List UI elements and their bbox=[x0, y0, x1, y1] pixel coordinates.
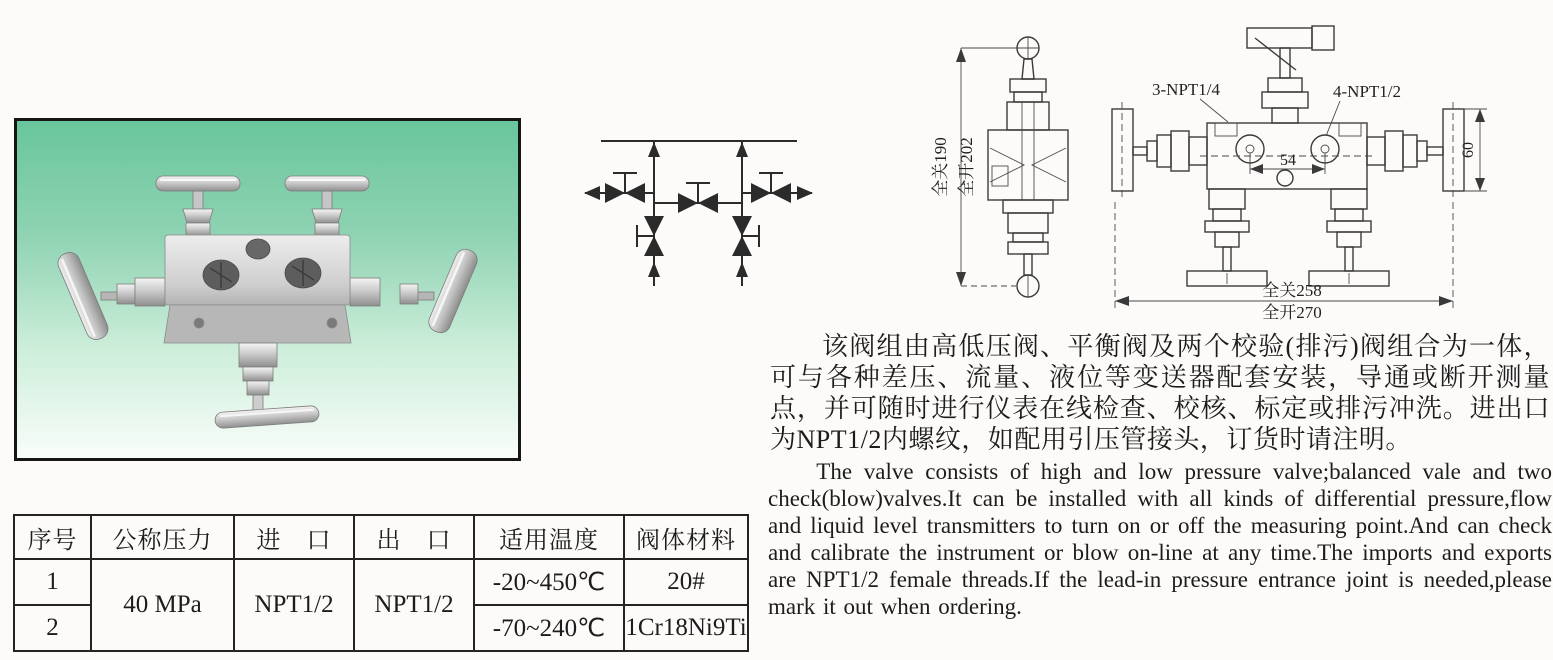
cell-outlet: NPT1/2 bbox=[354, 559, 474, 651]
dim-54: 54 bbox=[1280, 152, 1296, 169]
product-photo bbox=[14, 118, 521, 461]
front-bottom-left-valve bbox=[1187, 189, 1267, 286]
front-left-valve bbox=[1112, 102, 1207, 198]
dim-full-closed-190: 全关190 bbox=[931, 137, 950, 197]
inlet-arrow-right bbox=[736, 262, 748, 277]
header-temperature: 适用温度 bbox=[474, 515, 624, 559]
front-right-valve bbox=[1367, 102, 1464, 198]
right-blow-valve-symbol bbox=[742, 173, 813, 203]
photo-top-right-valve bbox=[285, 176, 369, 236]
photo-manifold-body bbox=[164, 235, 351, 343]
header-material: 阀体材料 bbox=[624, 515, 748, 559]
header-serial: 序号 bbox=[14, 515, 91, 559]
dim-full-open-202: 全开202 bbox=[957, 137, 976, 197]
cell-material-1: 20# bbox=[624, 559, 748, 605]
height-dimension bbox=[931, 48, 1018, 286]
dim-full-open-270: 全开270 bbox=[1262, 303, 1322, 322]
valve-schematic-diagram bbox=[573, 116, 845, 314]
cell-temperature-1: -20~450℃ bbox=[474, 559, 624, 605]
header-pressure: 公称压力 bbox=[91, 515, 234, 559]
overall-width-dimension bbox=[1115, 202, 1453, 322]
description-english: The valve consists of high and low pressure valve;balanced vale and two check(blow)valves.It can be installed with all kinds of differential pressure,flow and liquid level transmitters to turn on or off the measuring point.And can check and calibrate the instrument or blow on-line at any time.The imports and exports are NPT1/2 female threads.If the lead-in pressure entrance joint is needed,please mark it out when ordering. bbox=[768, 459, 1552, 619]
front-view-svg bbox=[1100, 14, 1502, 328]
inlet-arrow-left bbox=[648, 262, 660, 277]
five-valve-schematic bbox=[573, 116, 845, 314]
photo-bottom-valve bbox=[215, 343, 320, 429]
high-pressure-valve-symbol bbox=[637, 216, 664, 256]
header-outlet: 出 口 bbox=[354, 515, 474, 559]
cell-inlet: NPT1/2 bbox=[234, 559, 354, 651]
dim-full-closed-258: 全关258 bbox=[1262, 281, 1322, 300]
low-pressure-valve-symbol bbox=[732, 216, 759, 256]
front-top-valve bbox=[1247, 26, 1334, 123]
table-row bbox=[14, 559, 748, 605]
label-3-npt14: 3-NPT1/4 bbox=[1152, 80, 1220, 99]
front-view-drawing bbox=[1100, 14, 1502, 328]
up-arrow-right bbox=[736, 142, 748, 157]
cell-serial-2: 2 bbox=[14, 605, 91, 651]
spec-table bbox=[13, 514, 749, 652]
manifold-photo-illustration bbox=[17, 121, 518, 458]
up-arrow-left bbox=[648, 142, 660, 157]
dim-60: 60 bbox=[1460, 142, 1477, 158]
photo-left-valve bbox=[55, 249, 165, 342]
photo-top-left-valve bbox=[156, 176, 240, 236]
photo-right-valve bbox=[350, 246, 480, 336]
spec-table-header-row bbox=[14, 515, 748, 559]
left-blow-valve-symbol bbox=[584, 173, 654, 203]
description-chinese: 该阀组由高低压阀、平衡阀及两个校验(排污)阀组合为一体，可与各种差压、流量、液位等变送器配套安装，导通或断开测量点，并可随时进行仪表在线检查、校核、标定或排污冲洗。进出口为NPT1/2内螺纹，如配用引压管接头，订货时请注明。 bbox=[770, 332, 1550, 454]
side-view-valve-outline bbox=[988, 37, 1068, 297]
balance-valve-symbol bbox=[654, 183, 742, 213]
label-4-npt12: 4-NPT1/2 bbox=[1333, 82, 1401, 101]
cell-temperature-2: -70~240℃ bbox=[474, 605, 624, 651]
header-inlet: 进 口 bbox=[234, 515, 354, 559]
cell-serial-1: 1 bbox=[14, 559, 91, 605]
cell-pressure: 40 MPa bbox=[91, 559, 234, 651]
front-bottom-right-valve bbox=[1309, 189, 1389, 286]
cell-material-2: 1Cr18Ni9Ti bbox=[624, 605, 748, 651]
